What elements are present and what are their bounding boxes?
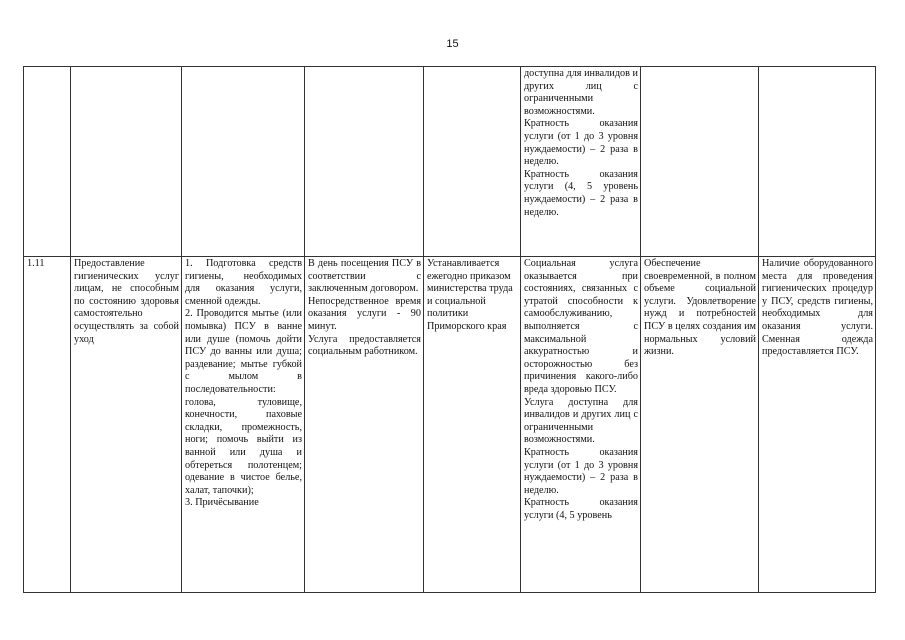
cell-evaluation (759, 67, 876, 257)
cell-norms (424, 67, 521, 257)
cell-conditions (521, 67, 641, 257)
paragraph: Кратность оказания услуги (4, 5 уровень (524, 497, 638, 521)
cell-conditions (521, 257, 641, 593)
cell-evaluation: Наличие оборудованного места для проведения гигиенических процедур у ПСУ, средств гигиены, необходимых для оказания услуги. Сменная одежда предоставляется ПСУ. (759, 257, 876, 593)
cell-quality: Обеспечение своевременной, в полном объеме социальной услуги. Удовлетворение нужд и потребностей ПСУ в целях создания им нормальных условий жизни. (641, 257, 759, 593)
paragraph: В день посещения ПСУ в соответствии с заключенным договором. (308, 258, 421, 295)
paragraph: Услуга доступна для инвалидов и других лиц с ограниченными возможностями. (524, 396, 638, 446)
paragraph: 2. Проводится мытье (или помывка) ПСУ в ванне или душе (помочь дойти ПСУ до ванны или душа; раздевание; мытье губкой с мылом в последовательности: голова, туловище, конечности, паховые складки, промежность, ноги; помочь выйти из ванной или душа и обтереться полотенцем; одевание в чистое белье, халат, тапочки); (185, 308, 302, 496)
paragraph: Кратность оказания услуги (от 1 до 3 уровня нуждаемости) – 2 раза в неделю. (524, 446, 638, 496)
cell-content (182, 257, 305, 593)
paragraph: Услуга предоставляется социальным работником. (308, 333, 421, 358)
cell-content (182, 67, 305, 257)
paragraph: Социальная услуга оказывается при состояниях, связанных с утратой способности к самообслуживанию, выполняется с максимальной аккуратностью и осторожностью без причинения какого-либо вреда здоровью ПСУ. (524, 258, 638, 395)
cell-timing (305, 67, 424, 257)
cell-number (24, 67, 71, 257)
paragraph: Кратность оказания услуги (4, 5 уровень нуждаемости) – 2 раза в неделю. (524, 168, 638, 218)
cell-service-name: Предоставление гигиенических услуг лицам, не способным по состоянию здоровья самостоятельно осуществлять за собой уход (71, 257, 182, 593)
cell-number: 1.11 (24, 257, 71, 593)
paragraph: 1. Подготовка средств гигиены, необходимых для оказания услуги, сменной одежды. (185, 258, 302, 307)
cell-quality (641, 67, 759, 257)
cell-norms: Устанавливается ежегодно приказом министерства труда и социальной политики Приморского края (424, 257, 521, 593)
services-table (23, 66, 876, 593)
cell-timing (305, 257, 424, 593)
paragraph: Кратность оказания услуги (от 1 до 3 уровня нуждаемости) – 2 раза в неделю. (524, 118, 638, 168)
paragraph: доступна для инвалидов и других лиц с ограниченными возможностями. (524, 68, 638, 117)
paragraph: Непосредственное время оказания услуги - 90 минут. (308, 295, 421, 332)
paragraph: 3. Причёсывание (185, 497, 259, 509)
cell-service-name (71, 67, 182, 257)
page-number: 15 (446, 38, 459, 50)
table-row-continuation (24, 67, 876, 257)
table-row-1-11 (24, 257, 876, 593)
